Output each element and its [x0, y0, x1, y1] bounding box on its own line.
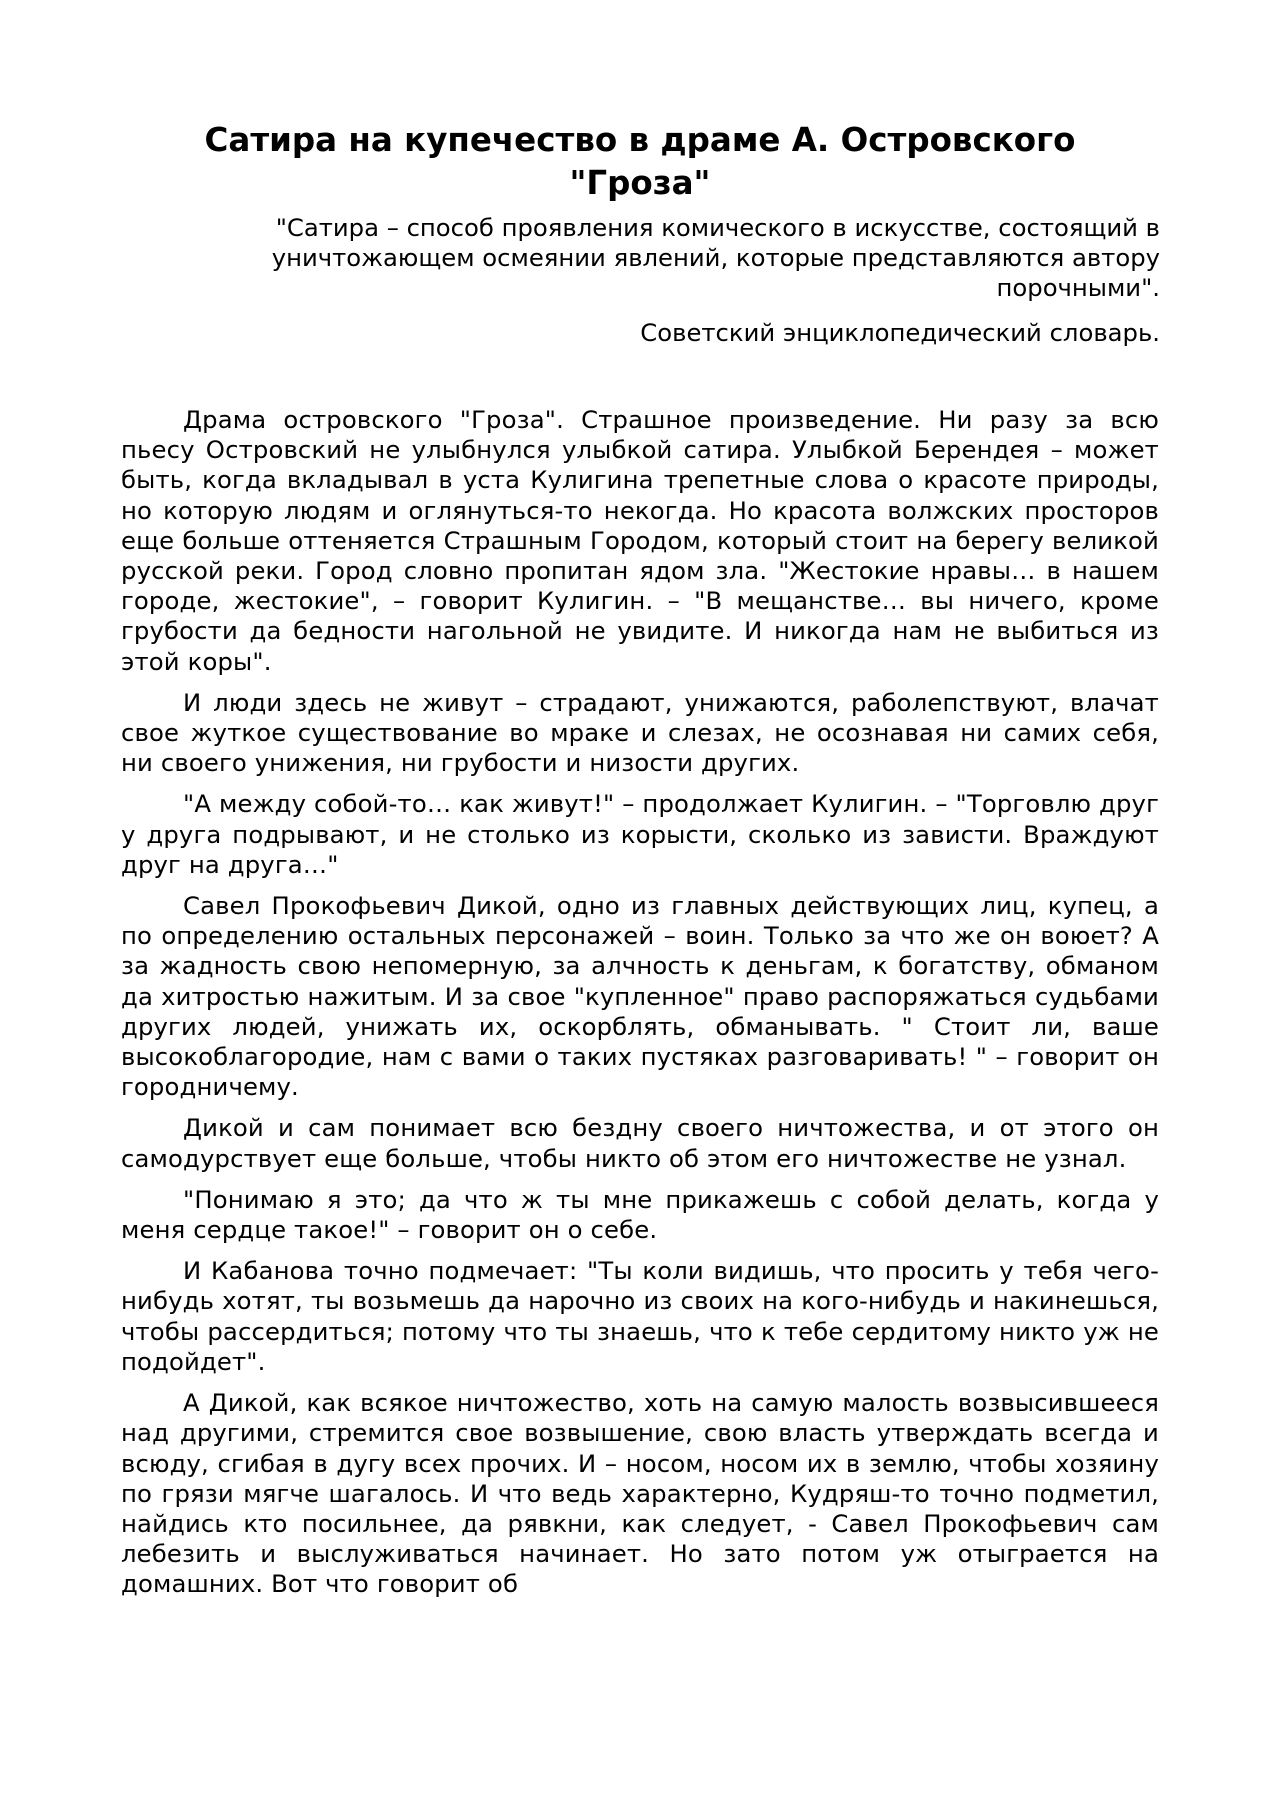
paragraph: "Понимаю я это; да что ж ты мне прикажешь с собой делать, когда у меня сердце такое!" – говорит он о себе.: [121, 1184, 1159, 1245]
paragraph: А Дикой, как всякое ничтожество, хоть на самую малость возвысившееся над другими, стремится свое возвышение, свою власть утверждать всегда и всюду, сгибая в дугу всех прочих. И – носом, носом их в землю, чтобы хозяину по грязи мягче шагалось. И что ведь характерно, Кудряш-то точно подметил, найдись кто посильнее, да рявкни, как следует, - Савел Прокофьевич сам лебезить и выслуживаться начинает. Но зато потом уж отыграется на домашних. Вот что говорит об: [121, 1388, 1159, 1599]
epigraph-quote: "Сатира – способ проявления комического в искусстве, состоящий в уничтожающем осмеянии явлений, которые представляются автору порочными".: [271, 213, 1160, 302]
paragraph: Драма островского "Гроза". Страшное произведение. Ни разу за всю пьесу Островский не улыбнулся улыбкой сатира. Улыбкой Берендея – может быть, когда вкладывал в уста Кулигина трепетные слова о красоте природы, но которую людям и оглянуться-то некогда. Но красота волжских просторов еще больше оттеняется Страшным Городом, который стоит на берегу великой русской реки. Город словно пропитан ядом зла. "Жестокие нравы… в нашем городе, жестокие", – говорит Кулигин. – "В мещанстве… вы ничего, кроме грубости да бедности нагольной не увидите. И никогда нам не выбиться из этой коры".: [121, 405, 1159, 676]
paragraph: И люди здесь не живут – страдают, унижаются, раболепствуют, влачат свое жуткое существование во мраке и слезах, не осознавая ни самих себя, ни своего унижения, ни грубости и низости других.: [121, 687, 1159, 778]
document-title: Сатира на купечество в драме А. Островского "Гроза": [204, 121, 1076, 202]
epigraph-source: Советский энциклопедический словарь.: [640, 318, 1160, 347]
paragraph: И Кабанова точно подмечает: "Ты коли видишь, что просить у тебя чего-нибудь хотят, ты возьмешь да нарочно из своих на кого-нибудь и накинешься, чтобы рассердиться; потому что ты знаешь, что к тебе сердитому никто уж не подойдет".: [121, 1256, 1159, 1376]
document-body: [121, 405, 1159, 1611]
paragraph: Дикой и сам понимает всю бездну своего ничтожества, и от этого он самодурствует еще больше, чтобы никто об этом его ничтожестве не узнал.: [121, 1113, 1159, 1173]
paragraph: "А между собой-то… как живут!" – продолжает Кулигин. – "Торговлю друг у друга подрывают, и не столько из корысти, сколько из зависти. Враждуют друг на друга…": [121, 789, 1159, 879]
paragraph: Савел Прокофьевич Дикой, одно из главных действующих лиц, купец, а по определению остальных персонажей – воин. Только за что же он воюет? А за жадность свою непомерную, за алчность к деньгам, к богатству, обманом да хитростью нажитым. И за свое "купленное" право распоряжаться судьбами других людей, унижать их, оскорблять, обманывать. " Стоит ли, ваше высокоблагородие, нам с вами о таких пустяках разговаривать! " – говорит он городничему.: [121, 891, 1159, 1102]
